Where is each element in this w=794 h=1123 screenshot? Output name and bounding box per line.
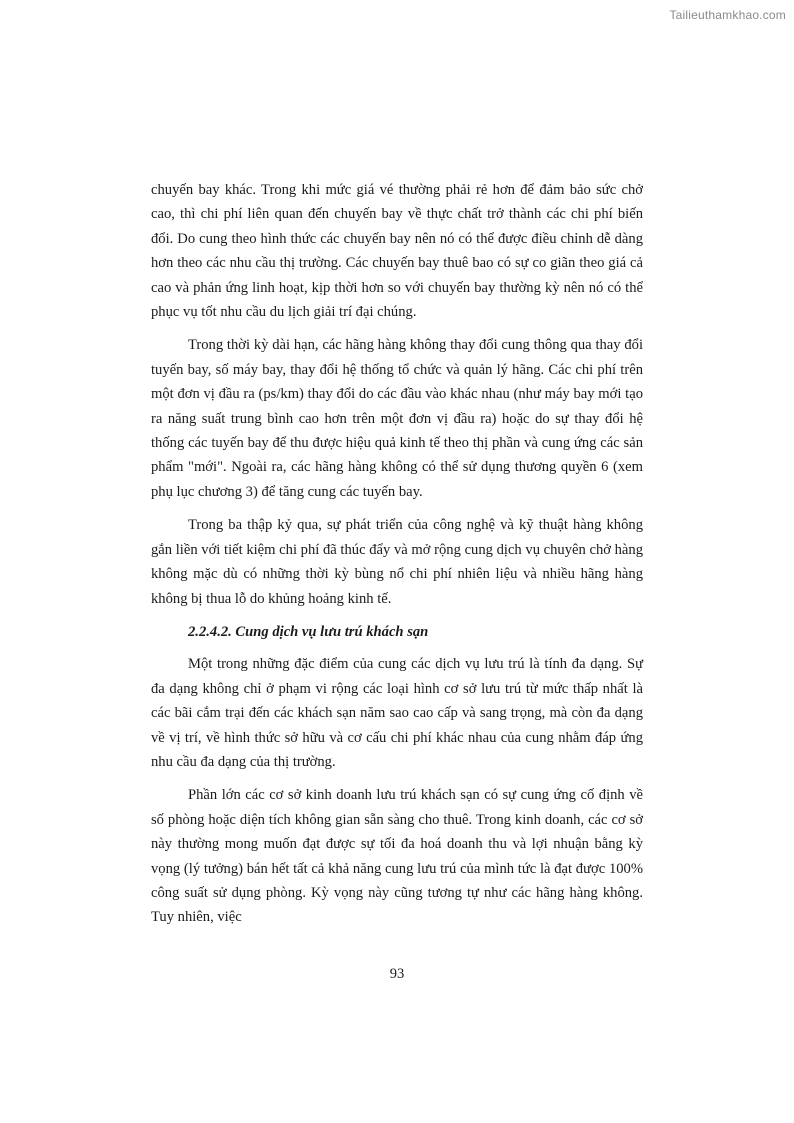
section-heading: 2.2.4.2. Cung dịch vụ lưu trú khách sạn xyxy=(188,623,429,640)
page-number: 93 xyxy=(389,966,405,982)
page-body xyxy=(151,178,643,939)
watermark: Tailieuthamkhao.com xyxy=(669,8,786,22)
paragraph-continuation: chuyến bay khác. Trong khi mức giá vé thường phải rẻ hơn để đảm bảo sức chở cao, thì chi phí liên quan đến chuyến bay về thực chất trở thành các chi phí biến đổi. Do cung theo hình thức các chuyến bay nên nó có thể được điều chỉnh dễ dàng hơn theo các nhu cầu thị trường. Các chuyến bay thuê bao có sự co giãn theo giá cả cao và phản ứng linh hoạt, kịp thời hơn so với chuyến bay thường kỳ nên nó có thể phục vụ tốt nhu cầu du lịch giải trí đại chúng. xyxy=(151,182,643,321)
paragraph-long-term-supply: Trong thời kỳ dài hạn, các hãng hàng không thay đổi cung thông qua thay đổi tuyến bay, số máy bay, thay đổi hệ thống tổ chức và quản lý hãng. Các chi phí trên một đơn vị đầu ra (ps/km) thay đổi do các đầu vào khác nhau (như máy bay mới tạo ra năng suất trung bình cao hơn trên một đơn vị đầu ra) hoặc do sự thay đổi hệ thống các tuyến bay để thu được hiệu quả kinh tế theo thị phần và cung ứng các sản phẩm "mới". Ngoài ra, các hãng hàng không có thể sử dụng thương quyền 6 (xem phụ lục chương 3) để tăng cung các tuyến bay. xyxy=(151,337,643,500)
paragraph-three-decades: Trong ba thập kỷ qua, sự phát triển của công nghệ và kỹ thuật hàng không gắn liền với tiết kiệm chi phí đã thúc đẩy và mở rộng cung dịch vụ chuyên chở hàng không mặc dù có những thời kỳ bùng nổ chi phí nhiên liệu và nhiều hãng hàng không bị thua lỗ do khủng hoảng kinh tế. xyxy=(151,517,643,607)
paragraph-fixed-supply: Phần lớn các cơ sở kinh doanh lưu trú khách sạn có sự cung ứng cố định về số phòng hoặc diện tích không gian sẵn sàng cho thuê. Trong kinh doanh, các cơ sở này thường mong muốn đạt được sự tối đa hoá doanh thu và lợi nhuận bằng kỳ vọng (lý tưởng) bán hết tất cả khả năng cung lưu trú của mình tức là đạt được 100% công suất sử dụng phòng. Kỳ vọng này cũng tương tự như các hãng hàng không. Tuy nhiên, việc xyxy=(151,787,643,926)
paragraph-diversity: Một trong những đặc điểm của cung các dịch vụ lưu trú là tính đa dạng. Sự đa dạng không chỉ ở phạm vi rộng các loại hình cơ sở lưu trú từ mức thấp nhất là các bãi cắm trại đến các khách sạn năm sao cao cấp và sang trọng, mà còn đa dạng về vị trí, về hình thức sở hữu và cơ cấu chi phí khác nhau của cung nhằm đáp ứng nhu cầu đa dạng của thị trường. xyxy=(151,656,643,770)
